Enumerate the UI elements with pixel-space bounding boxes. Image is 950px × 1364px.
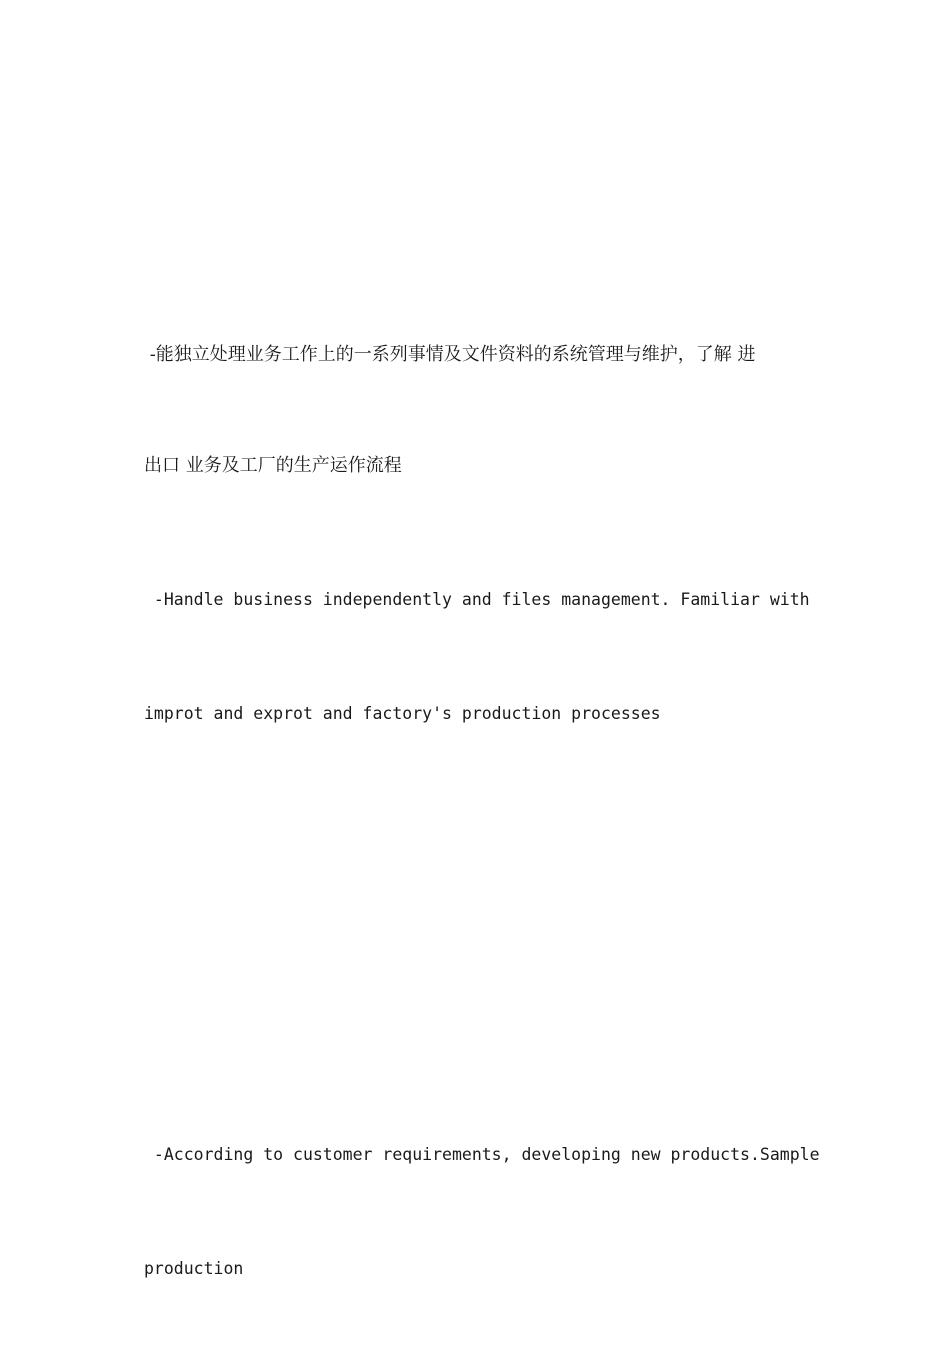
paragraph-line: improt and exprot and factory's production processes (144, 704, 661, 723)
paragraph-line: 出口 业务及工厂的生产运作流程 (144, 455, 402, 476)
paragraph-line: -According to customer requirements, developing new products.Sample (144, 1145, 820, 1164)
paragraph-line: -Handle business independently and files management. Familiar with (144, 590, 810, 609)
paragraph-english-duties (144, 505, 814, 809)
paragraph-line: -能独立处理业务工作上的一系列事情及文件资料的系统管理与维护，了解 进 (144, 344, 756, 365)
paragraph-product-development (144, 1060, 820, 1364)
paragraph-line: production (144, 1259, 244, 1278)
